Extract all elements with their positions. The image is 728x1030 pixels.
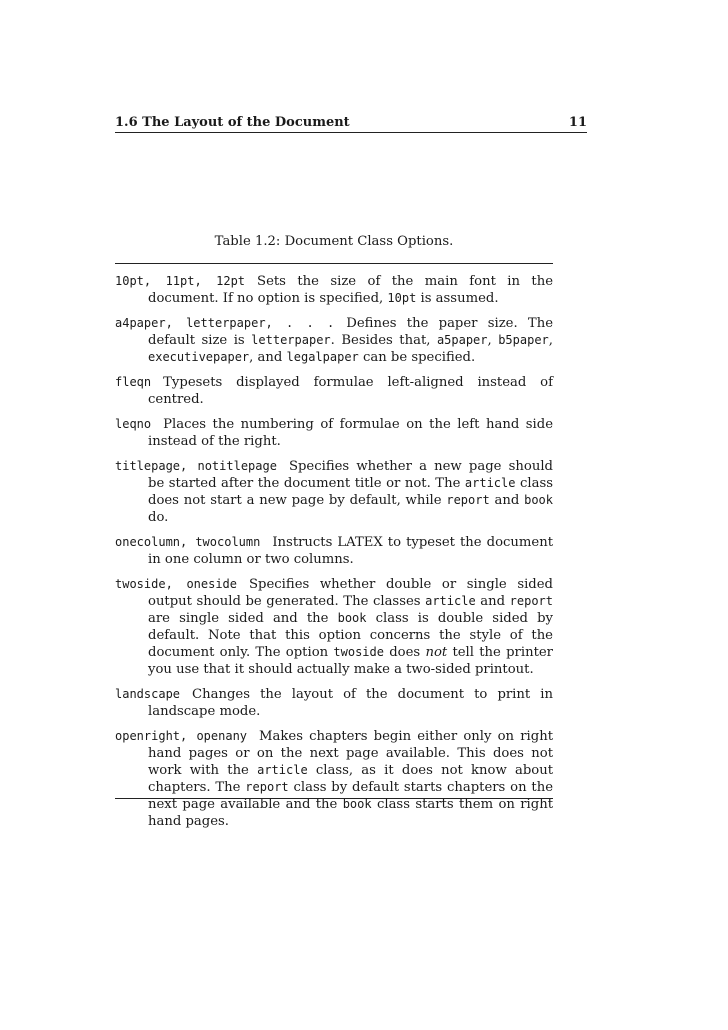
code-literal: article bbox=[425, 594, 476, 608]
description-text: Typesets displayed formulae left-aligned instead of centred. bbox=[148, 375, 553, 407]
code-literal: letterpaper bbox=[251, 333, 331, 347]
option-list bbox=[115, 273, 553, 838]
description-text: does bbox=[383, 645, 426, 660]
code-literal: report bbox=[446, 493, 490, 507]
option-term: leqno bbox=[115, 417, 152, 431]
description-text: Makes chapters begin either only on right hand pages or on the next page available. This does not work with the bbox=[148, 729, 553, 778]
code-literal: 10pt bbox=[387, 291, 417, 305]
description-text: Instructs LATEX to typeset the document in one column or two columns. bbox=[148, 535, 553, 567]
code-literal: book bbox=[337, 611, 367, 625]
option-term: twoside, oneside bbox=[115, 577, 238, 591]
option-entry bbox=[115, 728, 553, 830]
code-literal: book bbox=[342, 797, 372, 811]
code-literal: b5paper bbox=[498, 333, 549, 347]
page-number: 11 bbox=[568, 115, 587, 130]
description-text: , bbox=[548, 333, 553, 348]
description-text: Changes the layout of the document to print in landscape mode. bbox=[148, 687, 553, 719]
code-literal: report bbox=[509, 594, 553, 608]
option-entry bbox=[115, 374, 553, 408]
option-term: titlepage, notitlepage bbox=[115, 459, 277, 473]
description-text: are single sided and the bbox=[148, 611, 338, 626]
description-text: and bbox=[489, 493, 525, 508]
option-term: 10pt, 11pt, 12pt bbox=[115, 274, 246, 288]
option-term: a4paper, letterpaper, . . . bbox=[115, 316, 335, 330]
description-text: , bbox=[487, 333, 499, 348]
table-top-rule bbox=[115, 263, 553, 264]
description-text: class starts them on right hand pages. bbox=[148, 797, 553, 829]
description-text: and bbox=[475, 594, 510, 609]
description-text: do. bbox=[148, 510, 169, 525]
code-literal: twoside bbox=[333, 645, 384, 659]
description-text: , and bbox=[249, 350, 287, 365]
description-text: . Besides that, bbox=[330, 333, 437, 348]
description-text: Sets the size of the main font in the document. If no option is specified, bbox=[148, 274, 554, 306]
table-bottom-rule bbox=[115, 798, 553, 799]
description-text: tell the printer you use that it should actually make a two-sided printout. bbox=[148, 645, 553, 677]
option-term: openright, openany bbox=[115, 729, 248, 743]
option-entry bbox=[115, 273, 553, 307]
option-term: fleqn bbox=[115, 375, 152, 389]
description-text: is assumed. bbox=[416, 291, 499, 306]
emphasis-text: not bbox=[425, 645, 448, 660]
code-literal: executivepaper bbox=[148, 350, 250, 364]
description-text: Specifies whether double or single sided output should be generated. The classes bbox=[148, 577, 553, 609]
option-entry bbox=[115, 576, 553, 678]
option-term: landscape bbox=[115, 687, 181, 701]
description-text: Places the numbering of formulae on the left hand side instead of the right. bbox=[148, 417, 553, 449]
section-title: 1.6 The Layout of the Document bbox=[115, 115, 350, 130]
description-text: Defines the paper size. The default size is bbox=[148, 316, 553, 348]
option-entry bbox=[115, 534, 553, 568]
description-text: can be specified. bbox=[358, 350, 476, 365]
code-literal: article bbox=[257, 763, 308, 777]
table-caption: Table 1.2: Document Class Options. bbox=[214, 234, 454, 249]
description-text: Specifies whether a new page should be started after the document title or not. The bbox=[148, 459, 553, 491]
description-text: class, as it does not know about chapters. The bbox=[148, 763, 553, 795]
code-literal: report bbox=[245, 780, 289, 794]
code-literal: legalpaper bbox=[286, 350, 359, 364]
code-literal: book bbox=[524, 493, 553, 507]
code-literal: article bbox=[464, 476, 516, 490]
option-entry bbox=[115, 458, 553, 526]
running-header bbox=[115, 113, 587, 133]
option-term: onecolumn, twocolumn bbox=[115, 535, 261, 549]
description-text: class does not start a new page by default, while bbox=[148, 476, 553, 508]
option-entry bbox=[115, 315, 553, 366]
option-entry bbox=[115, 416, 553, 450]
code-literal: a5paper bbox=[436, 333, 488, 347]
description-text: class by default starts chapters on the next page available and the bbox=[148, 780, 553, 812]
option-entry bbox=[115, 686, 553, 720]
description-text: class is double sided by default. Note that this option concerns the style of the document only. The option bbox=[148, 611, 553, 660]
